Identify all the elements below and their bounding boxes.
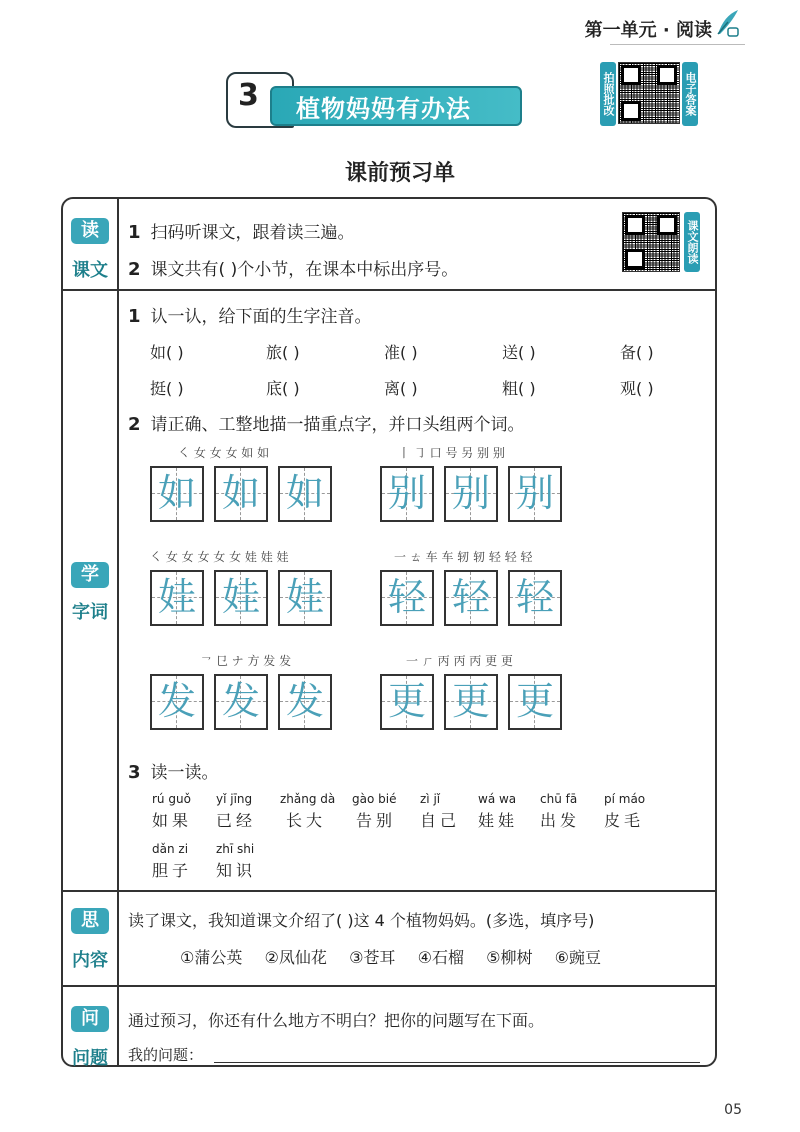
pinyin-blank[interactable]: 挺( ) — [150, 379, 184, 398]
word-hanzi: 出发 — [540, 811, 581, 830]
tracing-box[interactable]: 发 — [278, 674, 332, 730]
read-item-2: 2 课文共有( )个小节，在课本中标出序号。 — [128, 259, 459, 280]
section-badge-read: 读 — [71, 218, 109, 244]
word-hanzi: 自己 — [420, 811, 461, 830]
tracing-box[interactable]: 别 — [444, 466, 498, 522]
section-label-think: 内容 — [72, 950, 108, 971]
qr-grading-block — [600, 58, 700, 130]
stroke-order: 丨 ㇆ 口 号 另 别 别 — [398, 446, 505, 460]
word-pinyin: dǎn zi — [152, 842, 189, 856]
page-title: 课前预习单 — [344, 161, 455, 186]
tracing-box[interactable]: 如 — [278, 466, 332, 522]
section-label-read: 课文 — [72, 260, 108, 281]
answer-line[interactable] — [214, 1062, 700, 1063]
word-hanzi: 皮毛 — [604, 811, 645, 830]
read-item-1: 1 扫码听课文，跟着读三遍。 — [128, 222, 355, 243]
learn-q3: 3 读一读。 — [128, 762, 219, 783]
qr-reading-label: 课文朗读 — [684, 212, 700, 272]
header-divider — [610, 44, 745, 45]
word-hanzi: 娃娃 — [478, 811, 519, 830]
word-hanzi: 告别 — [356, 811, 397, 830]
ask-prompt: 我的问题： — [128, 1046, 204, 1064]
word-pinyin: zì jǐ — [420, 792, 441, 806]
pinyin-blank[interactable]: 旅( ) — [266, 343, 300, 362]
option: ③苍耳 — [349, 948, 396, 967]
word-pinyin: zhǎng dà — [280, 792, 336, 806]
option: ②凤仙花 — [264, 948, 327, 967]
pinyin-blank[interactable]: 准( ) — [384, 343, 418, 362]
word-pinyin: gào bié — [352, 792, 397, 806]
qr-code-icon[interactable] — [618, 62, 680, 124]
section-label-learn: 字词 — [72, 602, 108, 623]
pinyin-blank[interactable]: 送( ) — [502, 343, 536, 362]
word-pinyin: chū fā — [540, 792, 578, 806]
tracing-box[interactable]: 更 — [444, 674, 498, 730]
learn-q2: 2 请正确、工整地描一描重点字，并口头组两个词。 — [128, 414, 525, 435]
word-pinyin: yǐ jīng — [216, 792, 253, 806]
tracing-box[interactable]: 轻 — [508, 570, 562, 626]
option: ①蒲公英 — [180, 948, 243, 967]
ask-question: 通过预习，你还有什么地方不明白？把你的问题写在下面。 — [128, 1011, 545, 1030]
option: ④石榴 — [417, 948, 464, 967]
stroke-order: 一 ㄏ 丙 丙 丙 更 更 — [406, 654, 513, 668]
stroke-order: ㇛ 女 女 女 女 女 娃 娃 娃 — [150, 550, 289, 564]
qr-left-label: 拍照批改 — [600, 62, 616, 126]
tracing-box[interactable]: 别 — [508, 466, 562, 522]
word-pinyin: zhī shi — [216, 842, 255, 856]
pinyin-blank[interactable]: 如( ) — [150, 343, 184, 362]
worksheet-frame — [61, 197, 717, 1067]
qr-reading-block — [622, 212, 708, 284]
tracing-box[interactable]: 别 — [380, 466, 434, 522]
tracing-box[interactable]: 轻 — [444, 570, 498, 626]
pinyin-blank[interactable]: 粗( ) — [502, 379, 536, 398]
pinyin-blank[interactable]: 底( ) — [266, 379, 300, 398]
quill-icon — [714, 8, 740, 38]
stroke-order: 一 ㄊ 车 车 轫 轫 轻 轻 轻 — [394, 550, 533, 564]
row-divider — [61, 890, 715, 892]
word-pinyin: pí máo — [604, 792, 646, 806]
word-pinyin: wá wa — [478, 792, 517, 806]
pinyin-blank[interactable]: 备( ) — [620, 343, 654, 362]
category-divider — [117, 197, 119, 1065]
qr-right-label: 电子答案 — [682, 62, 698, 126]
option: ⑤柳树 — [486, 948, 533, 967]
word-hanzi: 如果 — [152, 811, 193, 830]
word-hanzi: 胆子 — [152, 861, 193, 880]
word-hanzi: 已经 — [216, 811, 257, 830]
tracing-box[interactable]: 更 — [508, 674, 562, 730]
pinyin-blank[interactable]: 观( ) — [620, 379, 654, 398]
tracing-box[interactable]: 更 — [380, 674, 434, 730]
tracing-box[interactable]: 娃 — [214, 570, 268, 626]
lesson-title: 植物妈妈有办法 — [296, 95, 471, 123]
tracing-box[interactable]: 发 — [150, 674, 204, 730]
tracing-box[interactable]: 娃 — [278, 570, 332, 626]
stroke-order: ㇖ 㔾 ナ 方 发 发 — [200, 654, 292, 668]
tracing-box[interactable]: 娃 — [150, 570, 204, 626]
row-divider — [61, 985, 715, 987]
tracing-box[interactable]: 如 — [214, 466, 268, 522]
think-question: 读了课文，我知道课文介绍了( )这 4 个植物妈妈。(多选，填序号) — [128, 911, 595, 930]
word-hanzi: 知识 — [216, 861, 257, 880]
section-badge-think: 思 — [71, 908, 109, 934]
section-label-ask: 问题 — [72, 1048, 108, 1069]
page-number: 05 — [724, 1102, 742, 1118]
word-pinyin: rú guǒ — [152, 792, 191, 806]
section-badge-learn: 学 — [71, 562, 109, 588]
qr-code-icon[interactable] — [622, 212, 680, 272]
option: ⑥豌豆 — [554, 948, 602, 967]
tracing-box[interactable]: 发 — [214, 674, 268, 730]
learn-q1: 1 认一认，给下面的生字注音。 — [128, 306, 372, 327]
lesson-number: 3 — [238, 78, 259, 113]
pinyin-blank[interactable]: 离( ) — [384, 379, 418, 398]
stroke-order: ㇛ 女 女 女 如 如 — [178, 446, 270, 460]
tracing-box[interactable]: 轻 — [380, 570, 434, 626]
section-badge-ask: 问 — [71, 1006, 109, 1032]
tracing-box[interactable]: 如 — [150, 466, 204, 522]
unit-header: 第一单元 · 阅读 — [584, 20, 712, 41]
lesson-title-banner — [226, 72, 526, 128]
think-options — [180, 945, 601, 968]
word-hanzi: 长大 — [286, 811, 327, 830]
row-divider — [61, 289, 715, 291]
